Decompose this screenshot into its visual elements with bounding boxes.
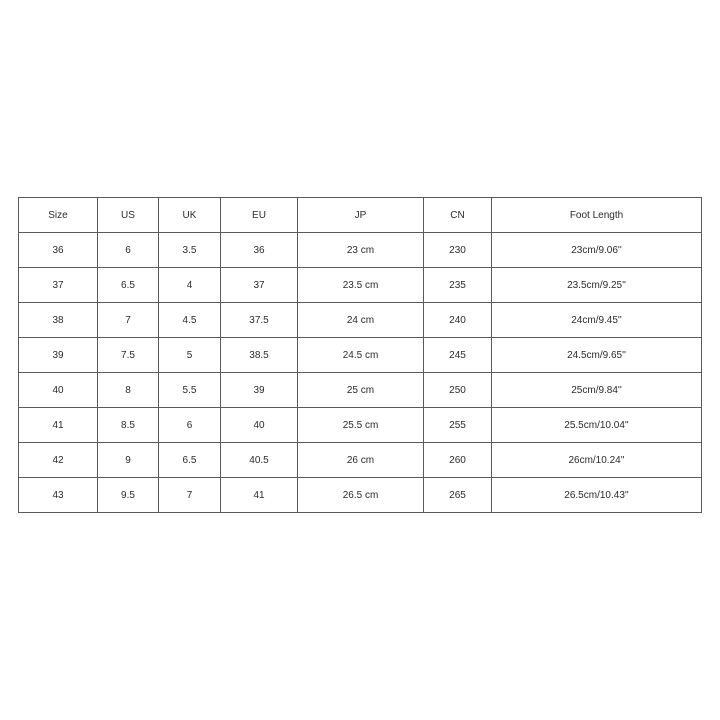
cell-size: 36 (19, 233, 98, 268)
cell-jp: 26.5 cm (298, 478, 424, 513)
cell-us: 7 (98, 303, 159, 338)
cell-foot-length: 25cm/9.84'' (492, 373, 702, 408)
cell-cn: 240 (424, 303, 492, 338)
cell-cn: 260 (424, 443, 492, 478)
cell-size: 42 (19, 443, 98, 478)
table-row (19, 338, 702, 373)
header-cell-us: US (98, 198, 159, 233)
cell-cn: 235 (424, 268, 492, 303)
table-row (19, 303, 702, 338)
cell-foot-length: 26cm/10.24'' (492, 443, 702, 478)
cell-jp: 24 cm (298, 303, 424, 338)
header-cell-eu: EU (221, 198, 298, 233)
cell-size: 40 (19, 373, 98, 408)
cell-size: 38 (19, 303, 98, 338)
table-row (19, 408, 702, 443)
cell-uk: 3.5 (159, 233, 221, 268)
header-cell-foot-length: Foot Length (492, 198, 702, 233)
cell-foot-length: 23cm/9.06'' (492, 233, 702, 268)
cell-us: 9.5 (98, 478, 159, 513)
cell-jp: 24.5 cm (298, 338, 424, 373)
cell-jp: 25 cm (298, 373, 424, 408)
cell-foot-length: 24.5cm/9.65'' (492, 338, 702, 373)
cell-eu: 39 (221, 373, 298, 408)
cell-foot-length: 23.5cm/9.25'' (492, 268, 702, 303)
cell-cn: 245 (424, 338, 492, 373)
cell-jp: 23.5 cm (298, 268, 424, 303)
cell-uk: 4 (159, 268, 221, 303)
cell-us: 6 (98, 233, 159, 268)
cell-cn: 250 (424, 373, 492, 408)
cell-foot-length: 25.5cm/10.04'' (492, 408, 702, 443)
cell-eu: 37.5 (221, 303, 298, 338)
cell-jp: 26 cm (298, 443, 424, 478)
cell-uk: 4.5 (159, 303, 221, 338)
cell-size: 37 (19, 268, 98, 303)
cell-eu: 37 (221, 268, 298, 303)
table-row (19, 443, 702, 478)
cell-eu: 40 (221, 408, 298, 443)
cell-size: 41 (19, 408, 98, 443)
cell-us: 7.5 (98, 338, 159, 373)
cell-us: 8 (98, 373, 159, 408)
cell-uk: 5 (159, 338, 221, 373)
cell-uk: 6 (159, 408, 221, 443)
header-cell-jp: JP (298, 198, 424, 233)
table-row (19, 478, 702, 513)
cell-us: 9 (98, 443, 159, 478)
cell-uk: 6.5 (159, 443, 221, 478)
cell-jp: 23 cm (298, 233, 424, 268)
cell-uk: 7 (159, 478, 221, 513)
cell-cn: 255 (424, 408, 492, 443)
header-cell-uk: UK (159, 198, 221, 233)
table-row (19, 373, 702, 408)
table-row (19, 233, 702, 268)
cell-us: 8.5 (98, 408, 159, 443)
header-cell-cn: CN (424, 198, 492, 233)
cell-uk: 5.5 (159, 373, 221, 408)
cell-us: 6.5 (98, 268, 159, 303)
header-cell-size: Size (19, 198, 98, 233)
cell-jp: 25.5 cm (298, 408, 424, 443)
size-chart-table (18, 197, 702, 513)
cell-eu: 36 (221, 233, 298, 268)
cell-size: 39 (19, 338, 98, 373)
cell-foot-length: 24cm/9.45'' (492, 303, 702, 338)
header-row (19, 198, 702, 233)
cell-eu: 38.5 (221, 338, 298, 373)
cell-size: 43 (19, 478, 98, 513)
cell-foot-length: 26.5cm/10.43'' (492, 478, 702, 513)
cell-cn: 230 (424, 233, 492, 268)
cell-cn: 265 (424, 478, 492, 513)
table-row (19, 268, 702, 303)
cell-eu: 40.5 (221, 443, 298, 478)
cell-eu: 41 (221, 478, 298, 513)
